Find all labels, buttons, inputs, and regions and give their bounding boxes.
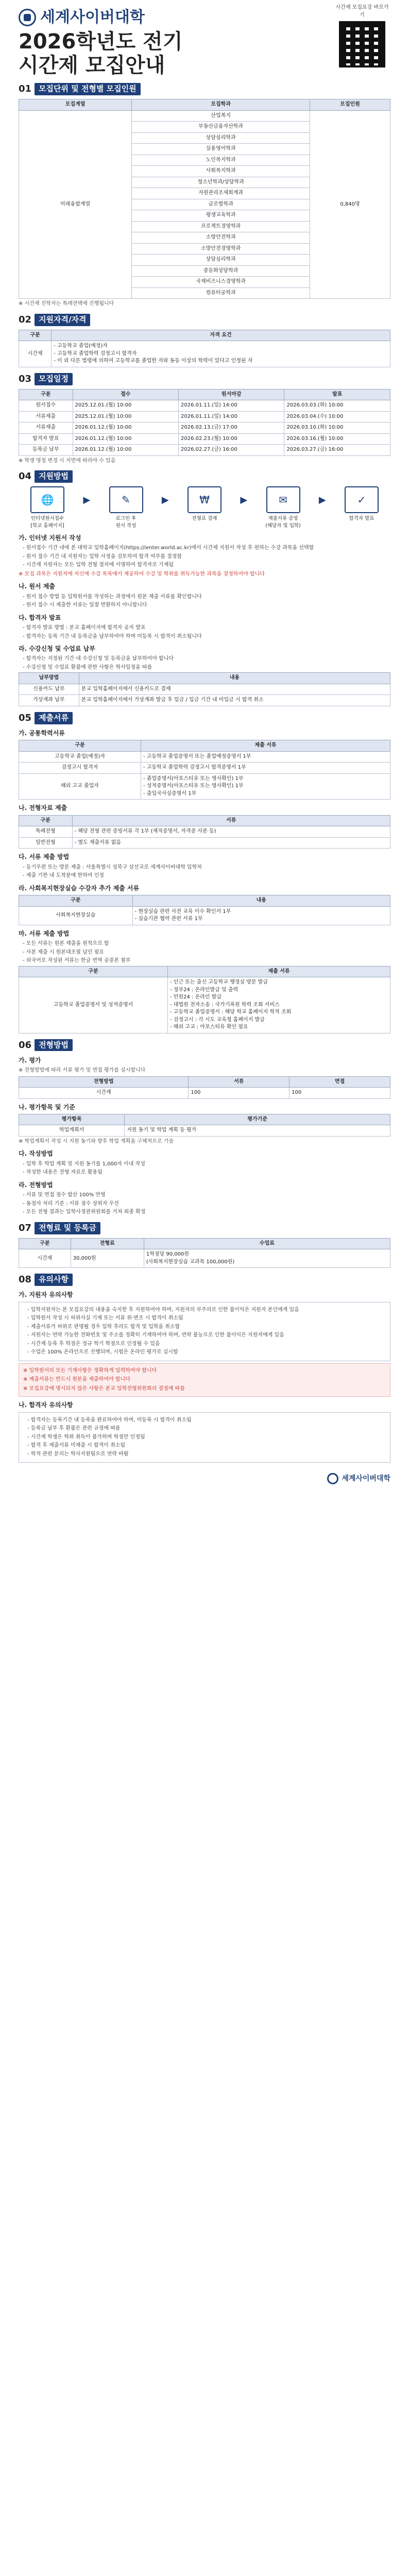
table-row: [19, 906, 390, 925]
section-notices: [19, 1273, 390, 1463]
subsection-title: 가. 평가: [19, 1056, 41, 1064]
section-header-7: [19, 1222, 390, 1235]
table-header-cell: 접수: [73, 389, 178, 400]
table-header-cell: 전형료: [71, 1238, 144, 1249]
group-cell: 미래융합계열: [19, 110, 132, 299]
text-line: - 원서접수 기간 내에 본 대학교 입학홈페이지(https://ienter.world.ac.kr)에서 시간제 지원서 작성 후 원하는 수강 과목을 선택함: [23, 545, 314, 551]
table-row: [19, 762, 390, 774]
table-header-cell: 납부방법: [19, 673, 79, 684]
section-title: 모집일정: [35, 373, 73, 385]
table-cell: 본교 입학홈페이지에서 가상계좌 발급 후 입금 / 입금 기간 내 미입금 시 합격 취소: [79, 695, 390, 706]
admitted-notice-box: [19, 1412, 390, 1463]
table-row: [19, 773, 390, 800]
won-icon: ₩: [188, 486, 221, 513]
section-number: 05: [19, 712, 32, 723]
section-number: 02: [19, 314, 32, 325]
process-step: [97, 486, 155, 530]
table-header-row: [19, 330, 390, 341]
table-cell: 2026.01.12.(월) 10:00: [73, 433, 178, 445]
text-line: - 합격자는 지정된 기간 내 수강신청 및 등록금을 납부하여야 합니다: [23, 656, 174, 662]
section-header-2: [19, 313, 390, 327]
table-header-cell: 면접: [289, 1076, 390, 1088]
table-cell: 2026.01.11.(일) 14:00: [179, 400, 284, 412]
department-cell: 실용영어학과: [132, 144, 310, 155]
section-application-method: [19, 470, 390, 706]
subsection-title: 마. 서류 제출 방법: [19, 929, 70, 937]
warning-box: [19, 1363, 390, 1397]
table-cell: - 해당 전형 관련 증빙서류 각 1부 (재직증명서, 자격증 사본 등): [72, 826, 390, 838]
common-documents-table: [19, 740, 390, 800]
table-header-cell: 전형방법: [19, 1076, 189, 1088]
text-line: - 입학 후 학업 계획 및 지원 동기를 1,000자 이내 작성: [23, 1161, 145, 1167]
section-note: ※ 학생 명칭 변경 시 지면에 따라야 수 있음: [19, 457, 116, 464]
text-line: - 지원자는 연락 가능한 전화번호 및 주소를 정확히 기재하여야 하며, 연락 불능으로 인한 불이익은 지원자에게 있음: [27, 1332, 284, 1338]
table-header-cell: 제출 서류: [168, 966, 390, 977]
department-cell: 자원관리조세회계과: [132, 188, 310, 199]
process-step: [176, 486, 233, 522]
table-row: [19, 422, 390, 434]
text-line: - 서류 및 면접 점수 합산 100% 반영: [23, 1192, 106, 1198]
table-header-cell: 구분: [19, 895, 133, 907]
process-step-label: 인터넷원서접수 [학교 홈페이지]: [30, 516, 64, 529]
department-cell: 노인복지학과: [132, 155, 310, 166]
text-line: - 제출서류가 허위로 판명될 경우 입학 후라도 합격 및 입학을 취소함: [27, 1324, 180, 1330]
table-cell: 검정고시 합격자: [19, 762, 141, 774]
table-cell: 서류제출: [19, 422, 73, 434]
section-title: 지원방법: [35, 470, 73, 483]
text-line: - 시간제 지원자는 모든 입학 전형 절차에 서명하여 합격자로 기재됨: [23, 562, 174, 568]
table-header-row: [19, 673, 390, 684]
check-icon: ✓: [345, 486, 379, 513]
text-line: - 동점자 처리 기준 : 서류 점수 상위자 우선: [23, 1200, 119, 1207]
issuance-table: [19, 966, 390, 1033]
table-cell: - 현장실습 관련 사전 교육 이수 확인서 1부 - 실습기관 협약 관련 서류 1부: [132, 906, 390, 925]
table-header-row: [19, 815, 390, 826]
subsection-title: 다. 합격자 발표: [19, 614, 61, 621]
text-line: - 학적 관련 문의는 학사지원팀으로 연락 바람: [27, 1451, 129, 1457]
department-cell: 중등화상담학과: [132, 265, 310, 277]
schedule-table: [19, 389, 390, 456]
table-cell: - 고등학교 졸업증명서 또는 졸업예정증명서 1부: [141, 751, 390, 762]
subsection-title: 라. 사회복지현장실습 수강자 추가 제출 서류: [19, 884, 140, 892]
section-title: 유의사항: [35, 1274, 73, 1286]
section-header-1: [19, 82, 390, 96]
text-line: - 원서 접수 시 제출한 서류는 일절 반환하지 아니합니다: [23, 602, 147, 608]
text-line: - 원서 접수 기간 내 지원자는 입학 사정을 검토하여 합격 여부를 결정함: [23, 553, 182, 560]
table-row: [19, 751, 390, 762]
table-header-cell: 제출 서류: [141, 740, 390, 752]
section-recruitment-units: [19, 82, 390, 308]
table-header-cell: 구분: [19, 389, 73, 400]
arrow-right-icon: ▶: [240, 495, 248, 506]
text-line: - 합격 후 제출서류 미제출 시 합격이 취소됨: [27, 1443, 126, 1449]
recruitment-table: [19, 99, 390, 299]
section-title: 제출서류: [35, 712, 73, 724]
applicant-notice-box: [19, 1302, 390, 1361]
table-header-cell: 평가기준: [125, 1114, 390, 1125]
subsection-title: 나. 전형자료 제출: [19, 804, 67, 812]
department-cell: 컴퓨터공학과: [132, 287, 310, 299]
table-cell: - 고등학교 졸업(예정)자 - 고등학교 졸업학력 검정고시 합격자 - 이 외 다른 법령에 의하여 고등학교를 졸업한 자와 동등 이상의 학력이 있다고 인정된 자: [52, 341, 390, 367]
arrow-right-icon: ▶: [83, 495, 91, 506]
text-line: - 합격자는 등록기간 내 등록을 완료하여야 하며, 미등록 시 합격이 취소됨: [27, 1417, 192, 1423]
table-row: [19, 341, 390, 367]
section-documents: [19, 711, 390, 1033]
table-cell: 2026.03.04.(수) 10:00: [284, 411, 390, 422]
table-cell: 가상계좌 납부: [19, 695, 79, 706]
section-header-4: [19, 470, 390, 483]
warning-line: ※ 입학원서의 모든 기재사항은 정확하게 입력하여야 합니다: [23, 1367, 157, 1374]
table-row: [19, 695, 390, 706]
section-number: 01: [19, 83, 32, 94]
page-header: [0, 0, 409, 77]
table-cell: 학업계획서: [19, 1125, 125, 1137]
section-number: 06: [19, 1039, 32, 1050]
table-cell: 시간제: [19, 1088, 189, 1099]
department-cell: 소방안전학과: [132, 232, 310, 244]
department-cell: 청소년학과/상담학과: [132, 177, 310, 188]
table-header-cell: 자격 요건: [52, 330, 390, 341]
subsection-title: 가. 공통학력서류: [19, 730, 65, 737]
arrow-right-icon: ▶: [161, 495, 169, 506]
subsection-title: 나. 합격자 유의사항: [19, 1401, 73, 1409]
process-step-label: 합격자 발표: [349, 516, 374, 522]
table-cell: 2026.03.16.(월) 10:00: [284, 433, 390, 445]
table-header-cell: 서류: [72, 815, 390, 826]
qr-caption: 시간제 모집요강 바로가기: [335, 5, 389, 18]
table-cell: - 별도 제출서류 없음: [72, 837, 390, 849]
university-name: [19, 6, 182, 29]
text-line: - 합격자 발표 방법 : 본교 홈페이지에 합격자 공지 발표: [23, 625, 146, 631]
table-cell: 등록금 납부: [19, 445, 73, 456]
table-header-cell: 서류: [189, 1076, 289, 1088]
criteria-table: [19, 1114, 390, 1137]
table-cell: 2026.03.10.(화) 10:00: [284, 422, 390, 434]
warning-note: ※ 모집 과목은 지원자에 자신에 수강 목록에서 제공하여 수강 및 학위를 취득가능한 과목을 결정하여야 합니다: [19, 571, 265, 577]
table-cell: 100: [289, 1088, 390, 1099]
main-content: [0, 82, 409, 1463]
table-cell: 2026.01.11.(일) 14:00: [179, 411, 284, 422]
process-steps: [19, 486, 390, 530]
text-line: - 등기우편 또는 방문 제출 : 서울특별시 성북구 삼선교로 세계사이버대학 입학처: [23, 864, 202, 870]
table-row: [19, 826, 390, 838]
table-cell: 2026.02.23.(월) 10:00: [179, 433, 284, 445]
subsection-title: 가. 지원자 유의사항: [19, 1291, 73, 1299]
table-cell: 2025.12.01.(월) 10:00: [73, 400, 178, 412]
university-emblem-icon: [19, 9, 36, 26]
table-header-cell: 내용: [132, 895, 390, 907]
count-cell: 0,840명: [310, 110, 390, 299]
section-header-6: [19, 1039, 390, 1052]
department-cell: 소방안전경영학과: [132, 243, 310, 255]
globe-icon: 🌐: [30, 486, 64, 513]
subsection-title: 다. 서류 제출 방법: [19, 853, 70, 861]
text-line: - 제출 기한 내 도착분에 한하여 인정: [23, 873, 104, 879]
table-cell: 신용카드 납부: [19, 684, 79, 695]
department-cell: 국제비즈니스경영학과: [132, 277, 310, 288]
mail-icon: ✉: [266, 486, 300, 513]
section-title: 전형료 및 등록금: [35, 1222, 100, 1234]
table-row: [19, 977, 390, 1033]
department-cell: 사회복지학과: [132, 166, 310, 177]
table-cell: 고등학교 졸업증명서 및 성적증명서: [19, 977, 168, 1033]
process-step: [254, 486, 312, 530]
qr-code-icon[interactable]: [339, 21, 385, 67]
table-cell: 서류제출: [19, 411, 73, 422]
practicum-documents-table: [19, 895, 390, 925]
text-line: - 모든 전형 결과는 입학사정관위원회를 거쳐 최종 확정: [23, 1209, 146, 1215]
department-cell: 평생교육학과: [132, 210, 310, 222]
table-header-row: [19, 1238, 390, 1249]
text-line: - 시간제 학생은 학위 취득이 불가하며 학점만 인정됨: [27, 1434, 145, 1440]
title-line-1: 2026학년도 전기: [19, 29, 183, 54]
section-note: ※ 학업계획서 작성 시 지원 동기와 향후 학업 계획을 구체적으로 기술: [19, 1138, 174, 1144]
table-header-cell: 모집인원: [310, 99, 390, 111]
section-title: 지원자격/자격: [35, 314, 90, 326]
table-header-cell: 내용: [79, 673, 390, 684]
table-header-row: [19, 389, 390, 400]
subsection-title: 나. 원서 제출: [19, 583, 55, 590]
table-cell: 사회복지현장실습: [19, 906, 133, 925]
text-line: - 모든 서류는 원본 제출을 원칙으로 함: [23, 941, 109, 947]
table-cell: 일반전형: [19, 837, 73, 849]
table-row: [19, 1125, 390, 1137]
table-row: [19, 1088, 390, 1099]
table-header-row: [19, 966, 390, 977]
table-header-row: [19, 1114, 390, 1125]
text-line: - 입학지원자는 본 모집요강의 내용을 숙지한 후 지원하여야 하며, 지원자의 부주의로 인한 불이익은 지원자 본인에게 있음: [27, 1307, 299, 1313]
arrow-right-icon: ▶: [318, 495, 326, 506]
table-cell: - 인근 또는 출신 고등학교 행정실 방문 발급 - 정부24 : 온라인발급 및 출력 - 민원24 : 온라인 발급 - 대법원 전자소송 : 국가기록원 학력 조회 서비스 - 고등학교 졸업증명서 : 해당 학교 홈페이지 학적 조회 - 검정고시 : 각 시도 교육청 홈페이지 발급 - 해외 고교 : 아포스티유 확인 필요: [168, 977, 390, 1033]
section-note: ※ 전형방법에 따라 서류 평가 및 면접 평가를 실시합니다: [19, 1067, 146, 1073]
fees-table: [19, 1238, 390, 1268]
section-number: 07: [19, 1222, 32, 1233]
table-cell: 원서접수: [19, 400, 73, 412]
table-cell: 2026.01.12.(월) 10:00: [73, 422, 178, 434]
text-line: - 수업은 100% 온라인으로 진행되며, 시험은 온라인 평가로 실시함: [27, 1349, 178, 1355]
table-header-row: [19, 740, 390, 752]
table-header-row: [19, 1076, 390, 1088]
department-cell: 상담심리학과: [132, 255, 310, 266]
table-cell: 시간제: [19, 341, 52, 367]
table-row: [19, 400, 390, 412]
table-row: [19, 445, 390, 456]
table-cell: 시간제: [19, 1249, 71, 1268]
process-step-label: 로그인 후 원서 작성: [115, 516, 137, 529]
table-header-cell: 모집학과: [132, 99, 310, 111]
subsection-title: 라. 전형방법: [19, 1181, 53, 1189]
text-line: - 합격자는 등록 기간 내 등록금을 납부하여야 하며 미등록 시 합격이 취소됩니다: [23, 633, 202, 639]
table-cell: 본교 입학홈페이지에서 신용카드로 결제: [79, 684, 390, 695]
text-line: - 수강신청 및 수업료 환불에 관한 사항은 학사일정을 따름: [23, 664, 152, 670]
text-line: - 작성한 내용은 전형 자료로 활용됨: [23, 1170, 103, 1176]
page-footer: [19, 1473, 390, 1492]
table-header-row: [19, 99, 390, 111]
process-step: [333, 486, 390, 522]
text-line: - 입학원서 작성 시 허위사실 기재 또는 서류 위·변조 시 합격이 취소됨: [27, 1315, 183, 1321]
section-schedule: [19, 372, 390, 465]
table-cell: 2026.03.27.(금) 16:00: [284, 445, 390, 456]
table-row: [19, 433, 390, 445]
payment-table: [19, 672, 390, 706]
table-cell: 2026.03.03.(화) 10:00: [284, 400, 390, 412]
title-line-2: 시간제 모집안내: [19, 53, 165, 77]
table-header-cell: 구분: [19, 815, 73, 826]
pencil-icon: ✎: [109, 486, 143, 513]
table-header-cell: 원서마감: [179, 389, 284, 400]
section-note: ※ 시간제 진학자는 특레전택에 진행됩니다: [19, 301, 114, 307]
table-cell: 30,000원: [71, 1249, 144, 1268]
table-cell: 지원 동기 및 학업 계획 등 평가: [125, 1125, 390, 1137]
department-cell: 상담심리학과: [132, 132, 310, 144]
table-row: [19, 1249, 390, 1268]
footer-logo-icon: [327, 1473, 338, 1484]
subsection-title: 가. 인터넷 지원서 작성: [19, 534, 81, 541]
warning-line: ※ 모집요강에 명시되지 않은 사항은 본교 입학전형위원회의 결정에 따름: [23, 1385, 185, 1392]
table-cell: - 졸업증명서(아포스티유 또는 영사확인) 1부 - 성적증명서(아포스티유 또는 영사확인) 1부 - 출입국사실증명서 1부: [141, 773, 390, 800]
process-step-label: 제출서류 증빙 (해당자 및 입학): [265, 516, 301, 529]
section-screening: [19, 1039, 390, 1216]
table-row: [19, 411, 390, 422]
table-header-row: [19, 895, 390, 907]
table-cell: 합격자 발표: [19, 433, 73, 445]
section-fees: [19, 1222, 390, 1268]
table-header-cell: 발표: [284, 389, 390, 400]
subsection-title: 라. 수강신청 및 수업료 납부: [19, 645, 95, 653]
table-header-cell: 구분: [19, 1238, 71, 1249]
evaluation-table: [19, 1076, 390, 1099]
table-header-cell: 구분: [19, 330, 52, 341]
table-header-cell: 모집계열: [19, 99, 132, 111]
qr-block[interactable]: [334, 4, 390, 67]
subsection-title: 다. 작성방법: [19, 1150, 53, 1158]
subsection-title: 나. 평가항목 및 기준: [19, 1103, 75, 1111]
university-label: 세계사이버대학: [40, 8, 145, 26]
text-line: - 원서 접수 방법 등 입학원서를 작성하는 과정에서 원본 제출 서류를 확인합니다: [23, 594, 202, 600]
section-header-5: [19, 711, 390, 725]
text-line: - 시간제 등록 후 학점은 정규 학기 학점으로 인정될 수 있음: [27, 1341, 160, 1347]
table-cell: 1학점당 90,000원 (사회복지현장실습 교과목 100,000원): [144, 1249, 390, 1268]
section-number: 08: [19, 1274, 32, 1285]
footer-university-name: 세계사이버대학: [342, 1474, 390, 1483]
department-cell: 산업복지: [132, 110, 310, 122]
section-number: 03: [19, 373, 32, 384]
section-title: 모집단위 및 전형별 모집인원: [35, 83, 141, 95]
section-header-8: [19, 1273, 390, 1286]
table-header-cell: 수업료: [144, 1238, 390, 1249]
table-row: [19, 110, 390, 122]
table-cell: 고등학교 졸업(예정)자: [19, 751, 141, 762]
table-header-cell: 구분: [19, 966, 168, 977]
screening-documents-table: [19, 815, 390, 849]
text-line: - 사본 제출 시 원본대조필 날인 필요: [23, 949, 104, 955]
table-cell: 특례전형: [19, 826, 73, 838]
section-title: 전형방법: [35, 1039, 73, 1052]
warning-line: ※ 제출서류는 반드시 원본을 제출하여야 합니다: [23, 1377, 130, 1383]
table-cell: 2026.02.27.(금) 16:00: [179, 445, 284, 456]
table-header-cell: 구분: [19, 740, 141, 752]
department-cell: 부동산금융자산학과: [132, 122, 310, 133]
process-step: [19, 486, 76, 530]
table-cell: 해외 고교 졸업자: [19, 773, 141, 800]
table-header-cell: 평가항목: [19, 1114, 125, 1125]
table-cell: 2025.12.01.(월) 10:00: [73, 411, 178, 422]
table-row: [19, 684, 390, 695]
section-header-3: [19, 372, 390, 386]
table-cell: 2026.02.13.(금) 17:00: [179, 422, 284, 434]
department-cell: 프로젝트경영학과: [132, 221, 310, 232]
eligibility-table: [19, 330, 390, 367]
table-cell: 100: [189, 1088, 289, 1099]
process-step-label: 전형료 결제: [192, 516, 217, 522]
section-eligibility: [19, 313, 390, 367]
brand-block: [19, 4, 182, 77]
table-cell: 2026.01.12.(월) 10:00: [73, 445, 178, 456]
text-line: - 등록금 납부 후 환불은 관련 규정에 따름: [27, 1426, 121, 1432]
department-cell: 글로벌학과: [132, 199, 310, 210]
text-line: - 외국어로 작성된 서류는 한글 번역 공증본 첨부: [23, 958, 131, 964]
table-row: [19, 837, 390, 849]
table-cell: - 고등학교 졸업학력 검정고시 합격증명서 1부: [141, 762, 390, 774]
section-number: 04: [19, 471, 32, 482]
